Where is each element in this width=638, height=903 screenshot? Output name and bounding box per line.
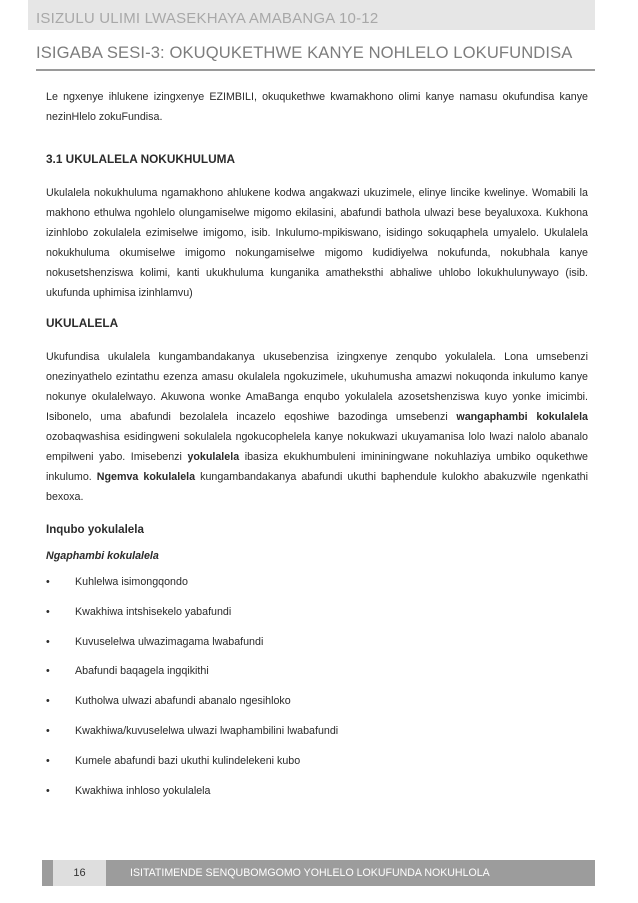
bullet-icon: • (46, 665, 50, 678)
paragraph-listening-speaking: Ukulalela nokukhuluma ngamakhono ahlukene kodwa angakwazi ukuzimele, elinye lincike kwelinye. Womabili la makhono ethulwa ngohlelo olungamiselwe migomo ekilasini, abafundi bathola ulwazi bese beyaluxoxa. Kukhona izinhlobo zokulalela ezimiselwe imigomo, isib. Inkulumo-mpikiswano, isidingo sokuqaphela umyalelo. Ukulalela nokukhuluma okumiselwe imigomo nokungamiselwe migomo kudidiyelwa nokufunda, nokubhala kanye nokusetshenziswa kolimi, kanti ukukhuluma kunganika amatheksthi abhaliwe uhlobo lokukhulunywayo (isib. ukufunda uphimisa izinhlamvu) (46, 187, 588, 299)
list-item-text: Kwakhiwa/kuvuselelwa ulwazi lwaphambilini lwabafundi (75, 724, 339, 737)
heading-3-1: 3.1 UKULALELA NOKUKHULUMA (46, 152, 235, 166)
section-title-rule (36, 69, 595, 71)
ukulalela-bold-3: Ngemva kokulalela (96, 471, 196, 483)
ukulalela-bold-1: wangaphambi kokulalela (456, 411, 588, 423)
bullet-icon: • (46, 724, 50, 737)
page-number: 16 (53, 860, 106, 886)
footer-title: ISITATIMENDE SENQUBOMGOMO YOHLELO LOKUFUNDA NOKUHLOLA (130, 867, 490, 879)
list-item (46, 572, 588, 602)
heading-ukulalela: UKULALELA (46, 316, 119, 330)
ukulalela-text-1: Ukufundisa ukulalela kungambandakanya ukusebenzisa izingxenye zenqubo yokulalela. Lona umsebenzi onezinyathelo ezintathu ezenza amasu okulalela ngokuzimele, ukuhumusha amazwi nokuqonda inkulumo kanye nokunye okulalelwayo. Akuwona wonke AmaBanga enqubo yokulalela azosetshenziswa kuyo yonke imicimbi. Isibonelo, uma abafundi bezolalela incazelo eqoshiwe bazodinga umsebenzi (46, 351, 588, 423)
list-item (46, 691, 588, 721)
bullet-icon: • (46, 576, 50, 588)
list-item-text: Kumele abafundi bazi ukuthi kulindelekeni kubo (75, 754, 301, 767)
section-title: ISIGABA SESI-3: OKUQUKETHWE KANYE NOHLELO LOKUFUNDISA (36, 43, 573, 62)
ukulalela-bold-2: yokulalela (187, 451, 240, 463)
page-content (46, 87, 588, 810)
list-item-text: Abafundi baqagela ingqikithi (75, 665, 209, 678)
bullet-icon: • (46, 605, 50, 618)
heading-listening-process: Inqubo yokulalela (46, 523, 144, 536)
list-item (46, 661, 588, 691)
ukulalela-text-3: ibasiza ekukhumbuleni imininingwane nokuhlaziya umbiko oqukethwe inkulumo. (46, 451, 588, 483)
list-item-text: Kutholwa ulwazi abafundi abanalo ngesihloko (75, 695, 291, 708)
subheading-pre-listening: Ngaphambi kokulalela (46, 550, 159, 562)
ukulalela-text-2: ozobaqwashisa esidingweni sokulalela ngokucophelela kanye nokukwazi ukuyamanisa lolo lwazi nalolo abanalo empilweni yabo. Imisebenzi (46, 431, 588, 463)
list-item (46, 751, 588, 781)
bullet-icon: • (46, 784, 50, 797)
list-item-text: Kuhlelwa isimongqondo (75, 576, 188, 588)
list-item (46, 632, 588, 662)
running-header-title: ISIZULU ULIMI LWASEKHAYA AMABANGA 10-12 (36, 10, 379, 27)
list-item-text: Kwakhiwa intshisekelo yabafundi (75, 605, 232, 618)
list-item-text: Kwakhiwa inhloso yokulalela (75, 784, 211, 797)
list-item (46, 781, 588, 811)
bullet-icon: • (46, 754, 50, 767)
list-item (46, 602, 588, 632)
list-item-text: Kuvuselelwa ulwazimagama lwabafundi (75, 635, 264, 648)
bullet-icon: • (46, 695, 50, 708)
bullet-icon: • (46, 635, 50, 648)
paragraph-ukulalela (46, 347, 588, 507)
list-item (46, 721, 588, 751)
ukulalela-text-4: kungambandakanya abafundi ukuthi baphendule kulokho abakuzwile ngenkathi bexoxa. (46, 471, 588, 503)
pre-listening-list (46, 572, 588, 810)
intro-paragraph: Le ngxenye ihlukene izingxenye EZIMBILI, okuqukethwe kwamakhono olimi kanye namasu okufundisa kanye nezinHlelo zokuFundisa. (46, 91, 588, 123)
